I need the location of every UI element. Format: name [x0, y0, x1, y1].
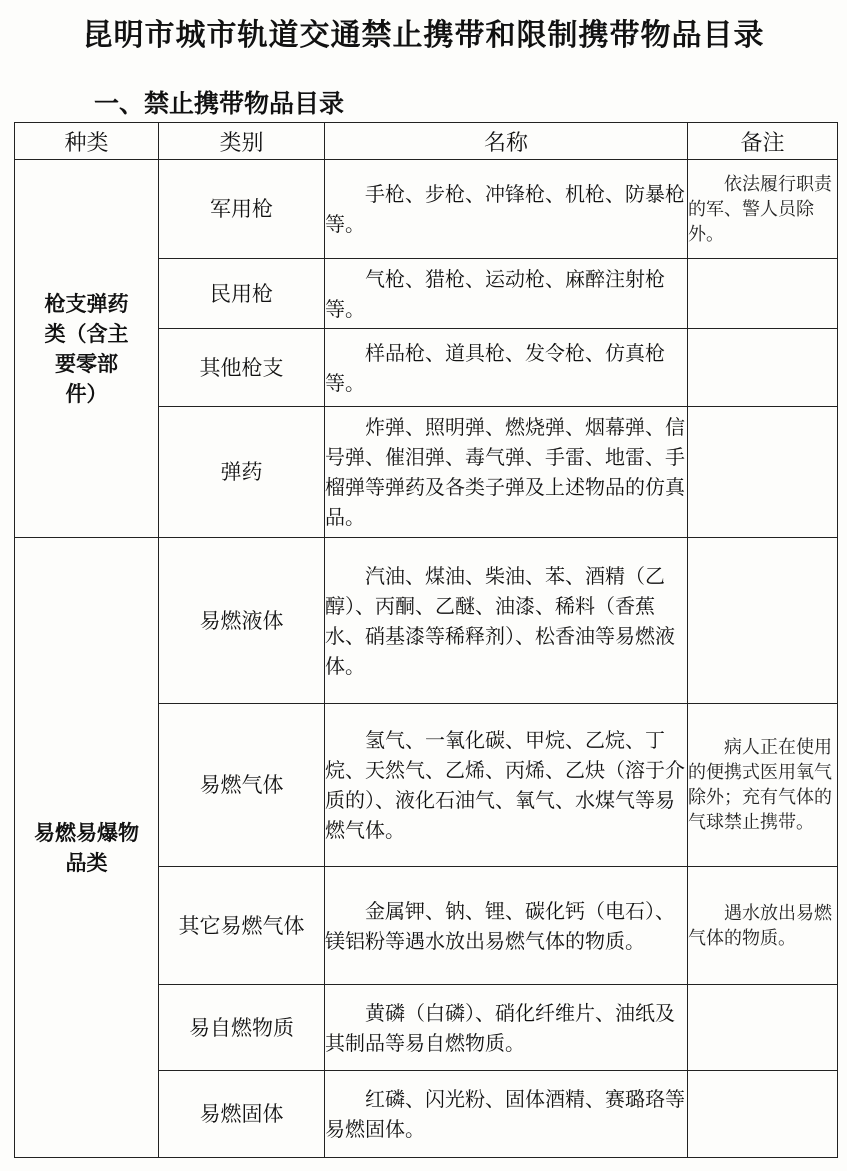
- note-cell: [688, 985, 838, 1071]
- name-cell: 气枪、猎枪、运动枪、麻醉注射枪等。: [325, 259, 688, 329]
- table-header-row: [15, 123, 838, 160]
- name-cell: 黄磷（白磷）、硝化纤维片、油纸及其制品等易自燃物质。: [325, 985, 688, 1071]
- note-cell: [688, 538, 838, 704]
- name-cell: 炸弹、照明弹、燃烧弹、烟幕弹、信号弹、催泪弹、毒气弹、手雷、地雷、手榴弹等弹药及各类子弹及上述物品的仿真品。: [325, 407, 688, 538]
- note-cell: 遇水放出易燃气体的物质。: [688, 867, 838, 985]
- note-cell: [688, 329, 838, 407]
- section-title: 一、禁止携带物品目录: [94, 89, 345, 118]
- name-cell: 氢气、一氧化碳、甲烷、乙烷、丁烷、天然气、乙烯、丙烯、乙炔（溶于介质的）、液化石油气、氧气、水煤气等易燃气体。: [325, 704, 688, 867]
- note-cell: [688, 407, 838, 538]
- category-cell: 其它易燃气体: [159, 867, 325, 985]
- note-cell: [688, 259, 838, 329]
- note-cell: 病人正在使用的便携式医用氧气除外；充有气体的气球禁止携带。: [688, 704, 838, 867]
- category-cell: 军用枪: [159, 160, 325, 259]
- header-category: 类别: [159, 123, 325, 160]
- name-cell: 金属钾、钠、锂、碳化钙（电石）、镁铝粉等遇水放出易燃气体的物质。: [325, 867, 688, 985]
- table-row: [15, 538, 838, 704]
- category-cell: 易燃气体: [159, 704, 325, 867]
- prohibited-items-table: [14, 122, 838, 1158]
- note-cell: 依法履行职责的军、警人员除外。: [688, 160, 838, 259]
- header-kind: 种类: [15, 123, 159, 160]
- category-cell: 民用枪: [159, 259, 325, 329]
- name-cell: 手枪、步枪、冲锋枪、机枪、防暴枪等。: [325, 160, 688, 259]
- name-cell: 红磷、闪光粉、固体酒精、赛璐珞等易燃固体。: [325, 1071, 688, 1158]
- document-title: 昆明市城市轨道交通禁止携带和限制携带物品目录: [82, 18, 765, 53]
- header-name: 名称: [325, 123, 688, 160]
- name-cell: 样品枪、道具枪、发令枪、仿真枪等。: [325, 329, 688, 407]
- kind-flammables-label: 易燃易爆物品类: [34, 820, 139, 875]
- category-cell: 易自燃物质: [159, 985, 325, 1071]
- category-cell: 弹药: [159, 407, 325, 538]
- kind-firearms: [15, 160, 159, 538]
- table-row: [15, 160, 838, 259]
- kind-firearms-label: 枪支弹药类（含主要零部件）: [44, 291, 129, 406]
- header-note: 备注: [688, 123, 838, 160]
- note-cell: [688, 1071, 838, 1158]
- name-cell: 汽油、煤油、柴油、苯、酒精（乙醇）、丙酮、乙醚、油漆、稀料（香蕉水、硝基漆等稀释剂）、松香油等易燃液体。: [325, 538, 688, 704]
- category-cell: 易燃固体: [159, 1071, 325, 1158]
- kind-flammables: [15, 538, 159, 1158]
- category-cell: 其他枪支: [159, 329, 325, 407]
- category-cell: 易燃液体: [159, 538, 325, 704]
